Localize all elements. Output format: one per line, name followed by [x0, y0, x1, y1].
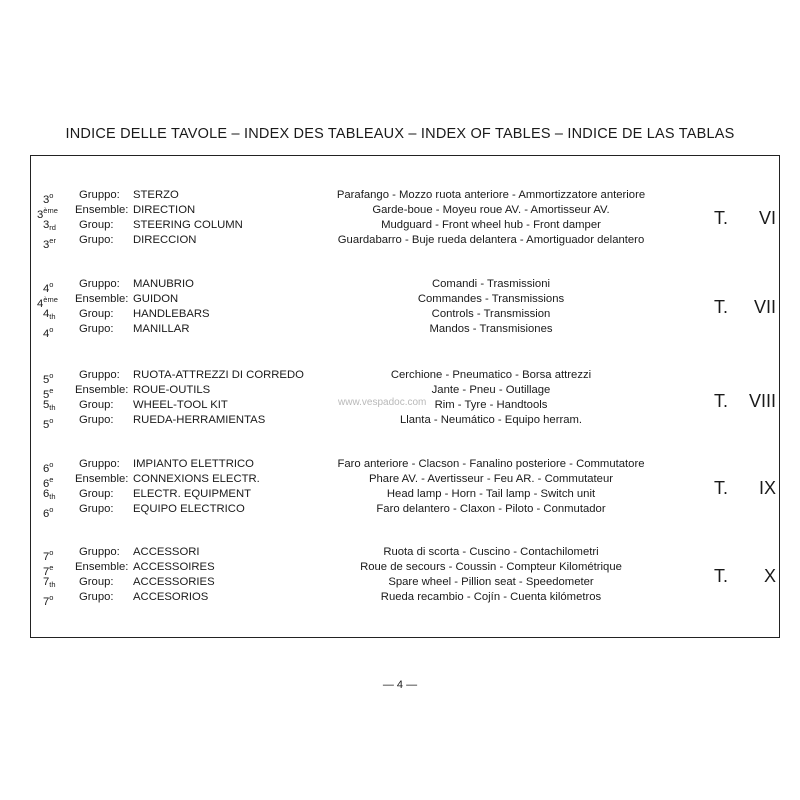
group-name: EQUIPO ELECTRICO [133, 503, 245, 515]
group-label: Grupo: [79, 323, 114, 335]
group-description: Cerchione - Pneumatico - Borsa attrezzi [390, 369, 592, 381]
group-description: Phare AV. - Avertisseur - Feu AR. - Commutateur [368, 473, 614, 485]
group-description: Mudguard - Front wheel hub - Front damper [381, 219, 601, 231]
group-name: STERZO [133, 189, 179, 201]
group-label: Ensemble: [75, 293, 129, 305]
group-name: MANILLAR [133, 323, 190, 335]
group-label: Ensemble: [75, 384, 129, 396]
table-prefix: T. [714, 478, 729, 498]
group-number: 3rd [43, 219, 56, 232]
group-number: 7th [43, 576, 56, 589]
group-label: Gruppo: [79, 278, 120, 290]
group-description: Roue de secours - Coussin - Compteur Kilométrique [360, 561, 622, 573]
index-line [31, 218, 781, 233]
group-name: STEERING COLUMN [133, 219, 243, 231]
group-name: GUIDON [133, 293, 179, 305]
table-reference [714, 391, 776, 411]
group-name: HANDLEBARS [133, 308, 210, 320]
group-description: Spare wheel - Pillion seat - Speedometer [388, 576, 594, 588]
group-description: Llanta - Neumático - Equipo herram. [399, 414, 583, 426]
index-line [31, 188, 781, 206]
table-number: X [763, 566, 776, 586]
group-number: 7$^o$ [43, 593, 54, 608]
index-line [31, 487, 781, 502]
page-number: — 4 — [382, 679, 418, 691]
index-group [31, 188, 781, 250]
table-number: IX [758, 478, 776, 498]
group-number: 5$^o$ [43, 416, 54, 431]
group-name: ACCESSORIES [133, 576, 215, 588]
table-prefix: T. [714, 391, 729, 411]
table-prefix: T. [714, 297, 729, 317]
index-line [31, 368, 781, 386]
group-number: 3ème [37, 206, 58, 221]
index-line [31, 233, 781, 251]
group-description: Jante - Pneu - Outillage [431, 384, 551, 396]
group-number: 6$^o$ [43, 505, 54, 520]
index-group [31, 277, 781, 339]
group-number: 4th [43, 308, 56, 321]
group-description: Rueda recambio - Cojín - Cuenta kilómetros [380, 591, 602, 603]
table-reference [714, 208, 776, 228]
group-label: Ensemble: [75, 473, 129, 485]
group-number: 4$^o$ [43, 280, 54, 295]
group-number: 5$^o$ [43, 371, 54, 386]
group-number: 7$^o$ [43, 548, 54, 563]
group-label: Group: [79, 399, 114, 411]
index-line [31, 307, 781, 322]
group-description: Faro delantero - Claxon - Piloto - Conmutador [376, 503, 606, 515]
group-description: Controls - Transmission [431, 308, 551, 320]
group-name: DIRECTION [133, 204, 196, 216]
group-name: ROUE-OUTILS [133, 384, 211, 396]
group-description: Ruota di scorta - Cuscino - Contachilometri [383, 546, 599, 558]
table-reference [714, 478, 776, 498]
group-description: Head lamp - Horn - Tail lamp - Switch unit [386, 488, 596, 500]
group-label: Group: [79, 308, 114, 320]
group-label: Gruppo: [79, 189, 120, 201]
group-number: 3$^o$ [43, 191, 54, 206]
group-description: Guardabarro - Buje rueda delantera - Amortiguador delantero [337, 234, 645, 246]
group-description: Parafango - Mozzo ruota anteriore - Ammortizzatore anteriore [336, 189, 646, 201]
group-name: ACCESSOIRES [133, 561, 215, 573]
group-label: Gruppo: [79, 458, 120, 470]
group-name: IMPIANTO ELETTRICO [133, 458, 254, 470]
watermark: www.vespadoc.com [338, 397, 427, 408]
group-label: Gruppo: [79, 369, 120, 381]
index-line [31, 502, 781, 520]
group-label: Group: [79, 576, 114, 588]
table-reference [714, 566, 776, 586]
group-label: Grupo: [79, 234, 114, 246]
group-label: Grupo: [79, 503, 114, 515]
group-label: Grupo: [79, 414, 114, 426]
index-line [31, 277, 781, 295]
index-line [31, 413, 781, 431]
group-number: 5th [43, 399, 56, 412]
index-group [31, 457, 781, 519]
group-description: Garde-boue - Moyeu roue AV. - Amortisseur AV. [372, 204, 610, 216]
group-number: 5e [43, 386, 54, 401]
group-name: ACCESORIOS [133, 591, 209, 603]
index-line [31, 322, 781, 340]
table-number: VIII [748, 391, 776, 411]
index-line [31, 457, 781, 475]
table-prefix: T. [714, 566, 729, 586]
table-number: VI [758, 208, 776, 228]
group-number: 4$^o$ [43, 325, 54, 340]
index-group [31, 545, 781, 607]
group-number: 3er [43, 236, 56, 251]
group-description: Mandos - Transmisiones [429, 323, 553, 335]
group-name: RUOTA-ATTREZZI DI CORREDO [133, 369, 304, 381]
index-line [31, 575, 781, 590]
group-number: 6th [43, 488, 56, 501]
group-description: Faro anteriore - Clacson - Fanalino posteriore - Commutatore [337, 458, 645, 470]
group-number: 4ème [37, 295, 58, 310]
table-reference [714, 297, 776, 317]
group-name: CONNEXIONS ELECTR. [133, 473, 260, 485]
group-label: Ensemble: [75, 204, 129, 216]
page-heading: INDICE DELLE TAVOLE – INDEX DES TABLEAUX – INDEX OF TABLES – INDICE DE LAS TABLAS [65, 126, 735, 142]
group-label: Gruppo: [79, 546, 120, 558]
index-line [31, 590, 781, 608]
index-line [31, 292, 781, 310]
group-label: Group: [79, 219, 114, 231]
table-prefix: T. [714, 208, 729, 228]
group-name: ELECTR. EQUIPMENT [133, 488, 252, 500]
group-number: 7e [43, 563, 54, 578]
group-number: 6e [43, 475, 54, 490]
group-label: Group: [79, 488, 114, 500]
index-line [31, 560, 781, 578]
group-name: RUEDA-HERRAMIENTAS [133, 414, 266, 426]
group-name: DIRECCION [133, 234, 197, 246]
group-name: MANUBRIO [133, 278, 194, 290]
group-label: Grupo: [79, 591, 114, 603]
index-line [31, 545, 781, 563]
group-description: Commandes - Transmissions [417, 293, 565, 305]
group-description: Rim - Tyre - Handtools [434, 399, 548, 411]
table-number: VII [753, 297, 776, 317]
group-name: ACCESSORI [133, 546, 200, 558]
group-description: Comandi - Trasmissioni [431, 278, 551, 290]
index-line [31, 203, 781, 221]
group-name: WHEEL-TOOL KIT [133, 399, 228, 411]
group-label: Ensemble: [75, 561, 129, 573]
group-number: 6$^o$ [43, 460, 54, 475]
